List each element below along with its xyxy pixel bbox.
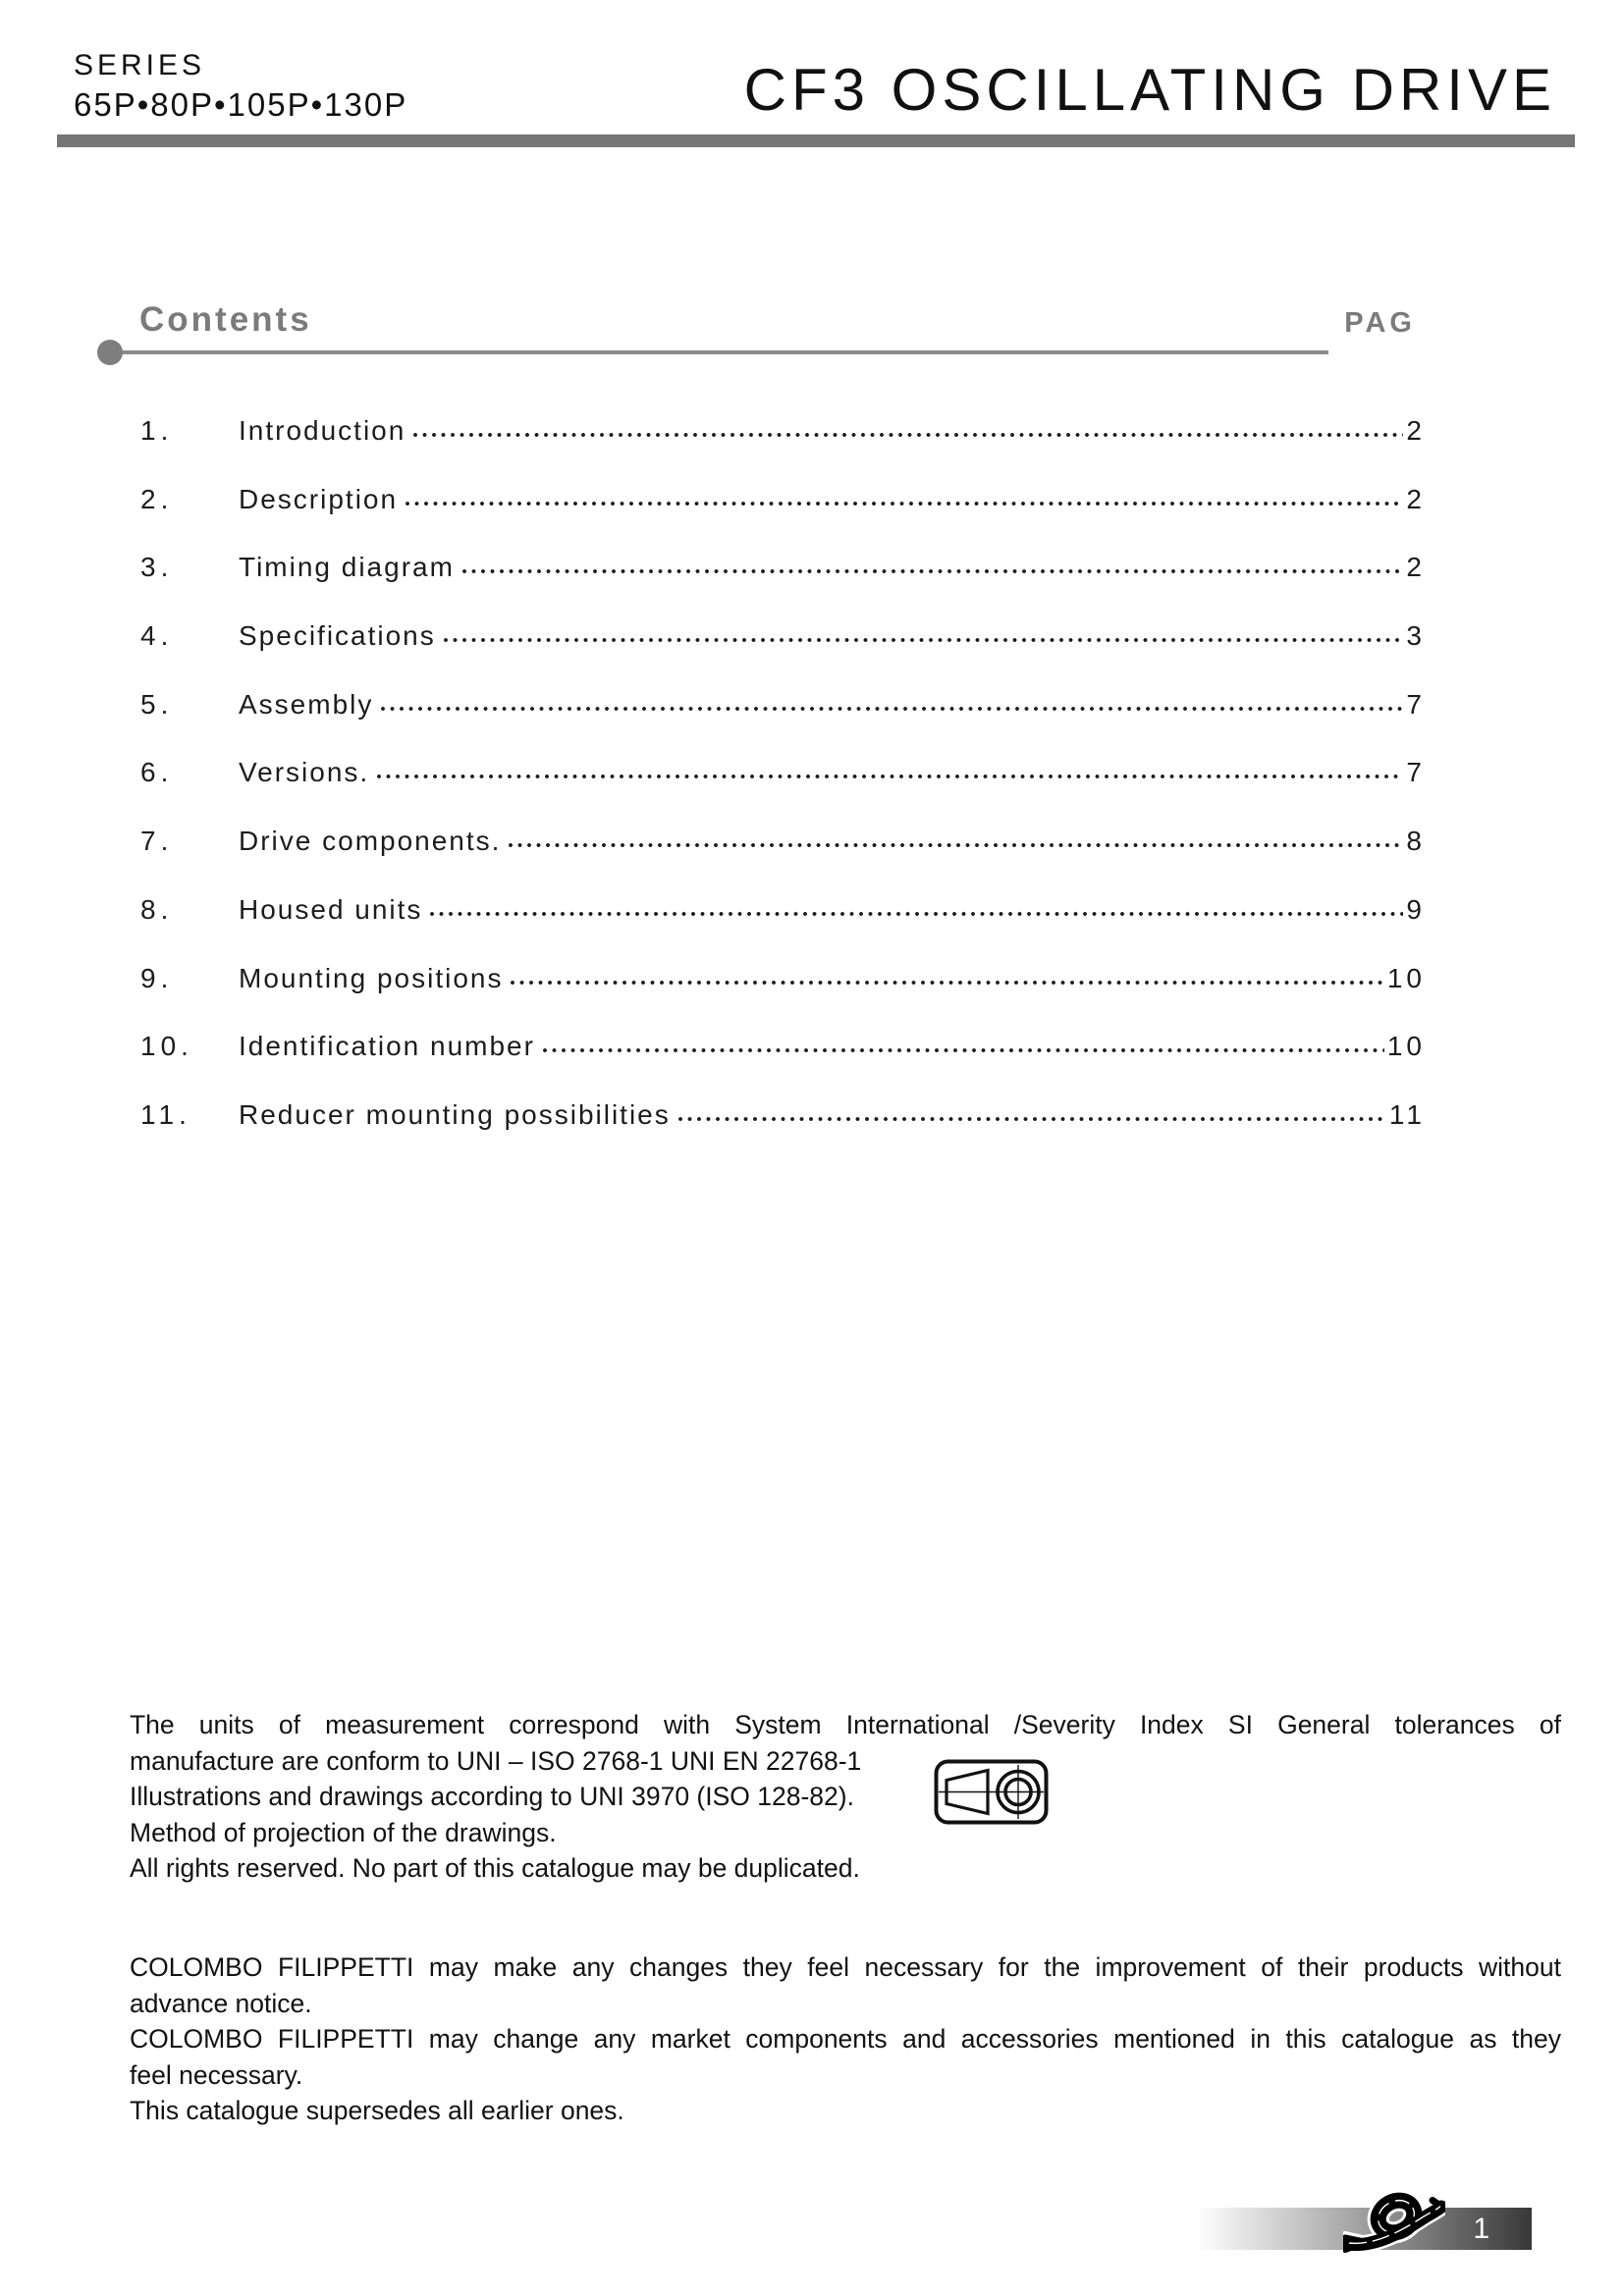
- toc-dot-leader: [444, 637, 1404, 643]
- note-line: The units of measurement correspond with System International /Severity Index SI General tolerances of: [130, 1710, 1561, 1739]
- notes-section: [130, 1707, 1561, 2129]
- note-line: All rights reserved. No part of this catalogue may be duplicated.: [130, 1853, 860, 1884]
- note-line: Method of projection of the drawings.: [130, 1817, 557, 1847]
- toc-label: Versions.: [239, 757, 370, 788]
- toc-label: Introduction: [239, 415, 406, 446]
- toc-list: [140, 415, 1426, 1168]
- toc-row: [140, 1098, 1426, 1130]
- note-line: COLOMBO FILIPPETTI may make any changes they feel necessary for the improvement of their products without: [130, 1951, 1561, 1982]
- page-title: CF3 OSCILLATING DRIVE: [743, 57, 1556, 123]
- note-line: advance notice.: [130, 1988, 312, 2018]
- toc-dot-leader: [509, 842, 1403, 848]
- toc-dot-leader: [543, 1047, 1384, 1053]
- contents-heading: Contents: [139, 300, 312, 339]
- toc-page-number: 7: [1406, 688, 1426, 720]
- footer-page-number: 1: [1473, 2213, 1490, 2245]
- note-line: manufacture are conform to UNI – ISO 2768-1 UNI EN 22768-1: [130, 1745, 862, 1776]
- toc-number: 9.: [140, 962, 174, 993]
- toc-page-number: 10: [1386, 962, 1426, 993]
- toc-number: 1.: [140, 415, 174, 446]
- toc-row: [140, 483, 1426, 514]
- toc-number: 2.: [140, 483, 174, 514]
- toc-number: 11.: [140, 1098, 191, 1130]
- series-block: [74, 49, 407, 124]
- toc-row: [140, 826, 1426, 857]
- toc-dot-leader: [381, 706, 1403, 712]
- colombo-filippetti-logo-icon: [1343, 2183, 1445, 2260]
- toc-dot-leader: [377, 774, 1403, 779]
- rule-start-dot: [97, 340, 123, 365]
- note-line: feel necessary.: [130, 2059, 303, 2090]
- toc-row: [140, 757, 1426, 788]
- series-label: SERIES: [74, 49, 206, 81]
- toc-number: 8.: [140, 893, 174, 925]
- header-divider-bar: [57, 134, 1575, 147]
- toc-page-number: 11: [1388, 1098, 1426, 1130]
- toc-page-number: 3: [1406, 620, 1426, 652]
- toc-dot-leader: [413, 432, 1403, 438]
- toc-page-number: 2: [1406, 483, 1426, 514]
- toc-label: Description: [239, 483, 399, 514]
- toc-row: [140, 415, 1426, 446]
- note-line: COLOMBO FILIPPETTI may change any market components and accessories mentioned in this catalogue as they: [130, 2024, 1561, 2055]
- toc-page-number: 9: [1406, 893, 1426, 925]
- toc-row: [140, 688, 1426, 720]
- first-angle-projection-icon: [934, 1759, 1049, 1825]
- toc-page-number: 2: [1406, 552, 1426, 583]
- series-models: 65P•80P•105P•130P: [74, 86, 408, 123]
- toc-page-number: 8: [1406, 826, 1426, 857]
- toc-label: Specifications: [239, 620, 436, 652]
- toc-number: 7.: [140, 826, 174, 857]
- toc-dot-leader: [511, 980, 1383, 986]
- note-line: Illustrations and drawings according to UNI 3970 (ISO 128-82).: [130, 1782, 854, 1812]
- toc-row: [140, 1031, 1426, 1062]
- toc-label: Housed units: [239, 893, 423, 925]
- note-line: This catalogue supersedes all earlier ones.: [130, 2096, 624, 2126]
- toc-row: [140, 962, 1426, 993]
- toc-number: 3.: [140, 552, 174, 583]
- toc-page-number: 10: [1386, 1031, 1426, 1062]
- toc-label: Drive components.: [239, 826, 502, 857]
- toc-label: Timing diagram: [239, 552, 455, 583]
- contents-rule: [110, 350, 1328, 354]
- toc-number: 4.: [140, 620, 174, 652]
- toc-page-number: 7: [1406, 757, 1426, 788]
- toc-label: Identification number: [239, 1031, 535, 1062]
- toc-label: Assembly: [239, 688, 374, 720]
- toc-page-number: 2: [1406, 415, 1426, 446]
- toc-number: 6.: [140, 757, 174, 788]
- toc-dot-leader: [430, 911, 1403, 917]
- toc-dot-leader: [406, 501, 1403, 507]
- toc-dot-leader: [462, 568, 1404, 574]
- toc-number: 10.: [140, 1031, 193, 1062]
- toc-label: Mounting positions: [239, 962, 504, 993]
- toc-row: [140, 893, 1426, 925]
- page-column-label: PAG: [1344, 307, 1416, 339]
- toc-row: [140, 552, 1426, 583]
- toc-number: 5.: [140, 688, 174, 720]
- toc-row: [140, 620, 1426, 652]
- toc-dot-leader: [678, 1116, 1386, 1122]
- toc-label: Reducer mounting possibilities: [239, 1098, 671, 1130]
